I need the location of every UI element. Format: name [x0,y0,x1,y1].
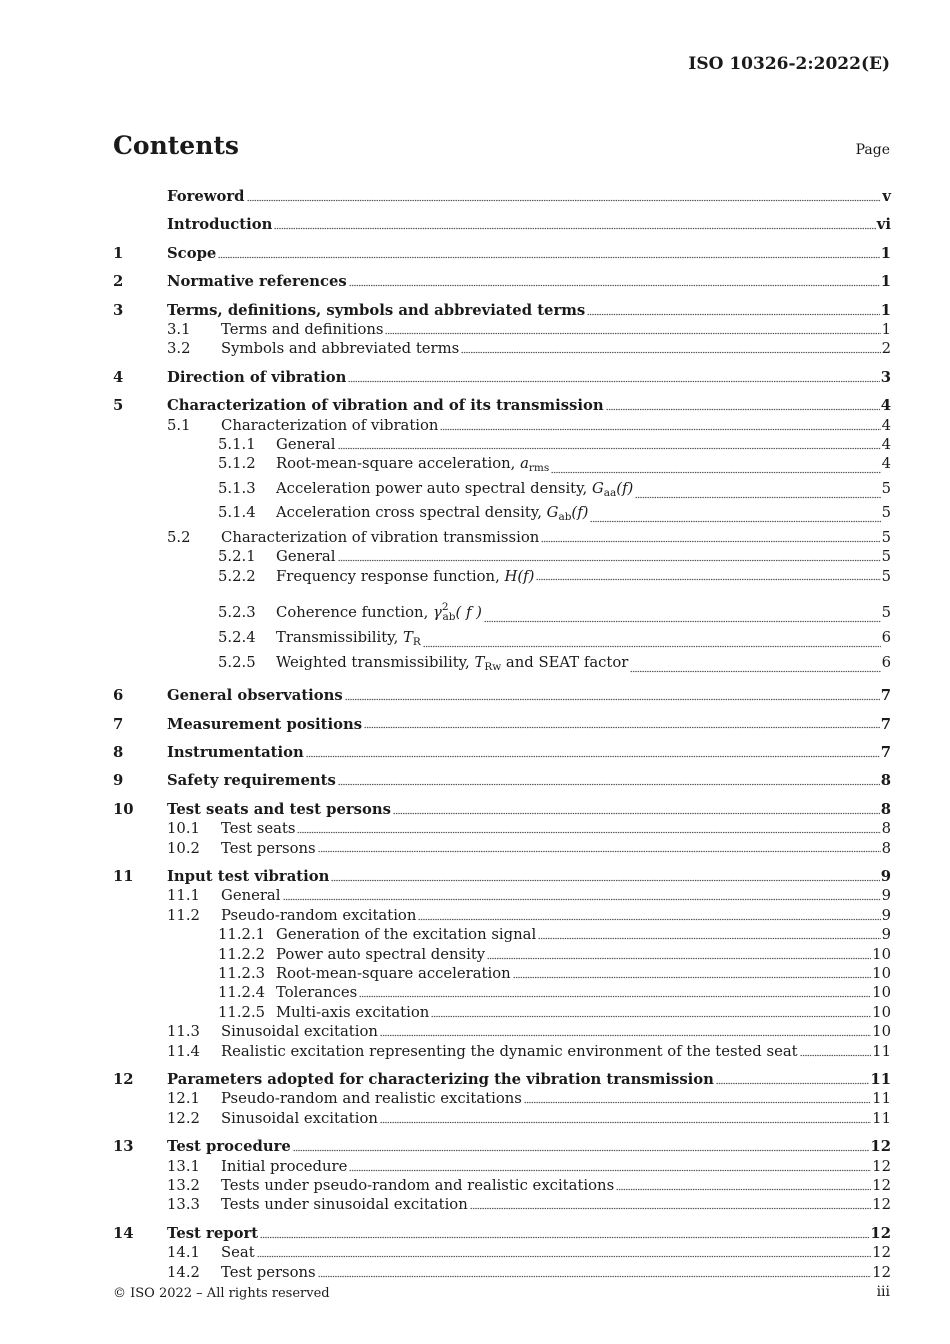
toc-entry-number: 1 [113,244,124,262]
toc-entry[interactable] [113,567,891,586]
math-symbol: γ [432,603,442,621]
toc-entry-title: Characterization of vibration and of its transmission [167,397,604,415]
math-symbol: a [520,455,529,473]
toc-entry[interactable] [113,396,891,415]
toc-entry-title: Sinusoidal excitation [221,1109,378,1127]
toc-entry-number: 5.1.1 [218,436,256,454]
toc-entry-page: 6 [881,629,891,647]
toc-entry-title: Test seats and test persons [167,800,391,818]
toc-entry-page: 5 [881,548,891,566]
toc-entry-title: Introduction [167,216,273,234]
toc-entry-page: 8 [881,839,891,857]
dot-leader [338,783,880,787]
toc-entry-number: 5.1.4 [218,504,256,522]
dot-leader [716,1081,869,1085]
toc-entry-number: 12 [113,1071,134,1089]
dot-leader [349,1168,871,1172]
toc-entry-number: 10.2 [167,839,200,857]
dot-leader [423,645,881,649]
toc-entry-page: 12 [872,1157,891,1175]
toc-entry-page: 4 [880,397,891,415]
toc-entry-number: 5.2.2 [218,567,256,585]
toc-entry-number: 8 [113,743,124,761]
math-subscript: aa [603,486,617,499]
toc-entry-number: 7 [113,715,124,733]
toc-entry[interactable] [113,1195,891,1214]
toc-entry-number: 11.2.4 [218,984,266,1002]
toc-entry-number: 4 [113,368,124,386]
toc-entry-number: 11.2.1 [218,926,266,944]
toc-entry-title: Parameters adopted for characterizing the vibration transmission [167,1071,714,1089]
toc-entry-number: 5.2.1 [218,548,256,566]
toc-entry[interactable] [113,653,891,677]
math-symbol: H [504,567,518,585]
toc-entry[interactable] [113,1263,891,1282]
toc-entry[interactable] [113,1224,891,1243]
toc-entry-title: Scope [167,244,217,262]
math-symbol: G [546,504,559,522]
toc-entry-title: General [276,436,336,454]
toc-entry[interactable] [113,1157,891,1176]
toc-entry-number: 11 [113,867,134,885]
toc-entry[interactable] [113,906,891,925]
toc-entry[interactable] [113,1176,891,1195]
toc-entry[interactable] [113,320,891,339]
toc-entry-number: 11.2.2 [218,945,266,963]
dot-leader [349,284,880,288]
toc-entry-number: 13.3 [167,1196,200,1214]
toc-entry[interactable] [113,867,891,886]
toc-entry-page: 4 [881,436,891,454]
toc-entry-page: 1 [880,244,891,262]
toc-entry-number: 9 [113,772,124,790]
toc-entry[interactable] [113,1070,891,1089]
dot-leader [364,726,880,730]
toc-entry[interactable] [113,628,891,652]
toc-entry-number: 5.2.5 [218,653,256,671]
toc-entry-number: 13.1 [167,1157,200,1175]
table-of-contents [113,184,891,1282]
toc-entry[interactable] [113,771,891,790]
toc-entry-title: Power auto spectral density [276,945,486,963]
toc-entry-page: 9 [881,887,891,905]
toc-entry-title: Test report [167,1224,259,1242]
toc-entry[interactable] [113,925,891,944]
toc-entry-title: Initial procedure [221,1157,348,1175]
toc-entry[interactable] [113,1243,891,1262]
toc-entry-number: 11.2.3 [218,965,266,982]
toc-entry-number: 5.1.2 [218,455,256,473]
math-superscript: 2 [441,600,449,613]
toc-entry-page: 1 [880,273,891,291]
toc-entry-page: 12 [872,1177,891,1195]
toc-entry-number: 14 [113,1224,134,1242]
dot-leader [524,1101,871,1105]
dot-leader [418,917,880,921]
toc-entry[interactable] [113,244,891,263]
toc-entry-page: vi [876,216,891,234]
toc-entry-number: 5.2.3 [218,603,256,621]
toc-entry[interactable] [113,715,891,734]
math-argument: (f) [517,567,535,585]
toc-entry-number: 11.2 [167,906,200,924]
toc-entry-title: Test procedure [167,1138,291,1156]
toc-entry[interactable] [113,1042,891,1061]
dot-leader [538,937,880,941]
dot-leader [218,255,879,259]
dot-leader [318,850,881,854]
dot-leader [431,1014,871,1018]
dot-leader [541,539,880,543]
toc-entry-title: Symbols and abbreviated terms [221,340,460,358]
toc-entry-number: 14.1 [167,1244,200,1262]
toc-entry-title: Coherence function, $\gamma^2_{ab}$( f ) [276,600,482,623]
toc-entry[interactable] [113,272,891,291]
dot-leader [470,1207,871,1211]
toc-entry[interactable] [113,416,891,435]
toc-entry-number: 2 [113,273,124,291]
toc-entry-title: Foreword [167,188,245,205]
dot-leader [380,1034,871,1038]
toc-entry-number: 3.2 [167,340,191,358]
dot-leader [635,495,880,499]
toc-entry-number: 11.4 [167,1042,200,1060]
toc-entry-title: Realistic excitation representing the dynamic environment of the tested seat [221,1042,798,1060]
toc-entry-page: 4 [881,455,891,473]
toc-entry[interactable] [113,800,891,819]
toc-entry-page: 10 [872,1023,891,1041]
toc-entry-page: 5 [881,504,891,522]
toc-entry-title: Input test vibration [167,867,330,885]
toc-entry-page: 11 [872,1109,891,1127]
toc-entry-title: Root-mean-square acceleration, $a_{rms}$ [276,455,550,475]
toc-entry[interactable] [113,686,891,705]
toc-entry-page: 5 [881,479,891,497]
dot-leader [318,1274,872,1278]
toc-entry[interactable] [113,435,891,454]
toc-entry-title: Instrumentation [167,743,304,761]
toc-entry[interactable] [113,454,891,478]
dot-leader [359,995,871,999]
dot-leader [551,471,880,475]
dot-leader [297,831,880,835]
toc-entry-number: 11.1 [167,887,200,905]
toc-entry-page: 12 [872,1244,891,1262]
toc-entry-page: 8 [880,800,891,818]
dot-leader [461,351,880,355]
toc-entry-title: Normative references [167,273,347,291]
math-symbol: T [403,629,413,647]
toc-entry-page: 10 [872,965,891,982]
toc-entry[interactable] [113,1109,891,1128]
toc-entry[interactable] [113,547,891,566]
toc-entry-page: 7 [880,743,891,761]
toc-entry[interactable] [113,187,891,206]
math-subscript: ab [558,511,572,524]
toc-entry-title: Weighted transmissibility, $T_{Rw}$ and SEAT factor [276,653,629,673]
dot-leader [283,898,881,902]
toc-entry-title: Tolerances [276,984,358,1002]
dot-leader [338,559,881,563]
toc-entry-number: 6 [113,687,124,705]
toc-entry-title: General [221,887,281,905]
toc-entry-title: Tests under pseudo-random and realistic excitations [221,1177,615,1195]
dot-leader [487,956,871,960]
math-subscript: R [412,636,421,649]
toc-entry-title: Acceleration power auto spectral density, $G_{aa}(f)$ [276,479,634,499]
dot-leader [260,1235,869,1239]
dot-leader [630,669,880,673]
toc-entry-number: 13.2 [167,1177,200,1195]
toc-entry-title: Pseudo-random excitation [221,906,417,924]
toc-entry-number: 3 [113,301,124,319]
dot-leader [274,227,875,231]
toc-entry-title: Transmissibility, $T_R$ [276,629,421,649]
toc-entry-title: Tests under sinusoidal excitation [221,1196,468,1214]
toc-entry[interactable] [113,339,891,358]
toc-entry-page: 2 [881,340,891,358]
toc-entry[interactable] [113,479,891,503]
toc-entry-title: Generation of the excitation signal [276,926,537,944]
toc-entry-page: 11 [872,1090,891,1108]
toc-entry-page: 9 [880,867,891,885]
toc-entry-number: 13 [113,1138,134,1156]
dot-leader [380,1120,871,1124]
toc-entry-title: Characterization of vibration transmission [221,528,540,546]
dot-leader [536,578,880,582]
toc-entry[interactable] [113,528,891,547]
math-argument: ( f ) [455,603,482,621]
dot-leader [590,520,880,524]
dot-leader [513,975,872,979]
toc-entry[interactable] [113,301,891,320]
page-number: iii [876,1284,890,1300]
toc-entry[interactable] [113,839,891,858]
toc-entry-title: Acceleration cross spectral density, $G_{ab}(f)$ [276,504,589,524]
dot-leader [348,379,879,383]
toc-entry-title: Test persons [221,839,316,857]
toc-entry[interactable] [113,945,891,964]
toc-entry-title: Measurement positions [167,715,363,733]
toc-entry[interactable] [113,1137,891,1156]
dot-leader [345,698,880,702]
toc-entry-title: Multi-axis excitation [276,1003,430,1021]
toc-entry-page: 3 [880,368,891,386]
toc-entry[interactable] [113,1003,891,1022]
dot-leader [587,312,879,316]
toc-entry-title: Seat [221,1244,255,1262]
toc-entry-page: 9 [881,906,891,924]
toc-entry-page: 10 [872,984,891,1002]
dot-leader [440,427,880,431]
toc-entry-title: Pseudo-random and realistic excitations [221,1090,522,1108]
toc-entry[interactable] [113,964,891,983]
page-column-label: Page [855,142,890,158]
toc-entry-number: 5.2 [167,528,191,546]
dot-leader [338,446,881,450]
toc-entry-title: Safety requirements [167,772,336,790]
math-argument: (f) [571,504,589,522]
math-subscript: Rw [484,660,502,673]
toc-entry-page: 7 [880,715,891,733]
dot-leader [393,811,880,815]
dot-leader [247,198,882,202]
toc-entry-page: 11 [872,1042,891,1060]
toc-entry-page: 1 [881,321,891,339]
toc-entry-page: 12 [870,1224,891,1242]
toc-entry-title: Frequency response function, H(f) [276,567,535,585]
toc-entry-page: 5 [881,528,891,546]
toc-entry-number: 12.2 [167,1109,200,1127]
toc-entry-page: 9 [881,926,891,944]
toc-entry-number: 5.1.3 [218,479,256,497]
dot-leader [306,754,880,758]
toc-entry-title: Terms and definitions [221,321,384,339]
dot-leader [484,619,881,623]
toc-entry-number: 5.2.4 [218,629,256,647]
math-argument: (f) [616,479,634,497]
math-subscript: ab [442,610,456,623]
toc-entry-number: 11.2.5 [218,1003,266,1021]
toc-entry-title: Direction of vibration [167,368,347,386]
toc-entry-page: 5 [881,567,891,585]
toc-entry[interactable] [113,983,891,1002]
toc-entry-title: Root-mean-square acceleration [276,965,511,982]
toc-entry-title: Test seats [221,820,296,838]
toc-entry-title: General observations [167,687,343,705]
toc-entry-page: 10 [872,945,891,963]
toc-entry-page: 7 [880,687,891,705]
math-symbol: G [591,479,604,497]
toc-entry-number: 3.1 [167,321,191,339]
toc-entry-page: 12 [872,1263,891,1281]
copyright-notice: © ISO 2022 – All rights reserved [113,1286,330,1301]
contents-title: Contents [113,131,240,160]
toc-entry[interactable] [113,1022,891,1041]
toc-entry-page: 1 [880,301,891,319]
dot-leader [606,408,880,412]
toc-entry[interactable] [113,598,891,627]
toc-entry[interactable] [113,886,891,905]
toc-entry-page: 6 [881,653,891,671]
toc-entry-page: 12 [872,1196,891,1214]
toc-entry-page: v [882,188,891,205]
document-id: ISO 10326-2:2022(E) [688,54,890,74]
toc-entry-number: 10.1 [167,820,200,838]
toc-entry-title: Sinusoidal excitation [221,1023,378,1041]
toc-entry[interactable] [113,215,891,234]
toc-entry-title: General [276,548,336,566]
toc-entry-number: 5 [113,397,124,415]
math-symbol: T [474,653,485,671]
toc-entry-title: Test persons [221,1263,316,1281]
dot-leader [800,1053,872,1057]
toc-entry-number: 11.3 [167,1023,200,1041]
math-subscript: rms [528,462,550,475]
toc-entry-page: 12 [870,1138,891,1156]
dot-leader [616,1187,871,1191]
toc-entry-number: 10 [113,800,134,818]
toc-entry[interactable] [113,819,891,838]
toc-entry-title: Terms, definitions, symbols and abbreviated terms [167,301,586,319]
dot-leader [385,331,880,335]
dot-leader [257,1255,871,1259]
toc-entry[interactable] [113,743,891,762]
dot-leader [293,1149,870,1153]
toc-entry-number: 14.2 [167,1263,200,1281]
toc-entry[interactable] [113,503,891,527]
toc-entry-page: 10 [872,1003,891,1021]
toc-entry-title: Characterization of vibration [221,416,439,434]
dot-leader [331,878,879,882]
toc-entry[interactable] [113,368,891,387]
toc-entry-page: 4 [881,416,891,434]
toc-entry-page: 11 [870,1071,891,1089]
toc-entry-page: 8 [881,820,891,838]
toc-entry-number: 5.1 [167,416,191,434]
toc-entry[interactable] [113,1089,891,1108]
toc-entry-number: 12.1 [167,1090,200,1108]
toc-entry-page: 5 [881,603,891,621]
toc-entry-page: 8 [880,772,891,790]
title-suffix: and SEAT factor [501,653,629,671]
